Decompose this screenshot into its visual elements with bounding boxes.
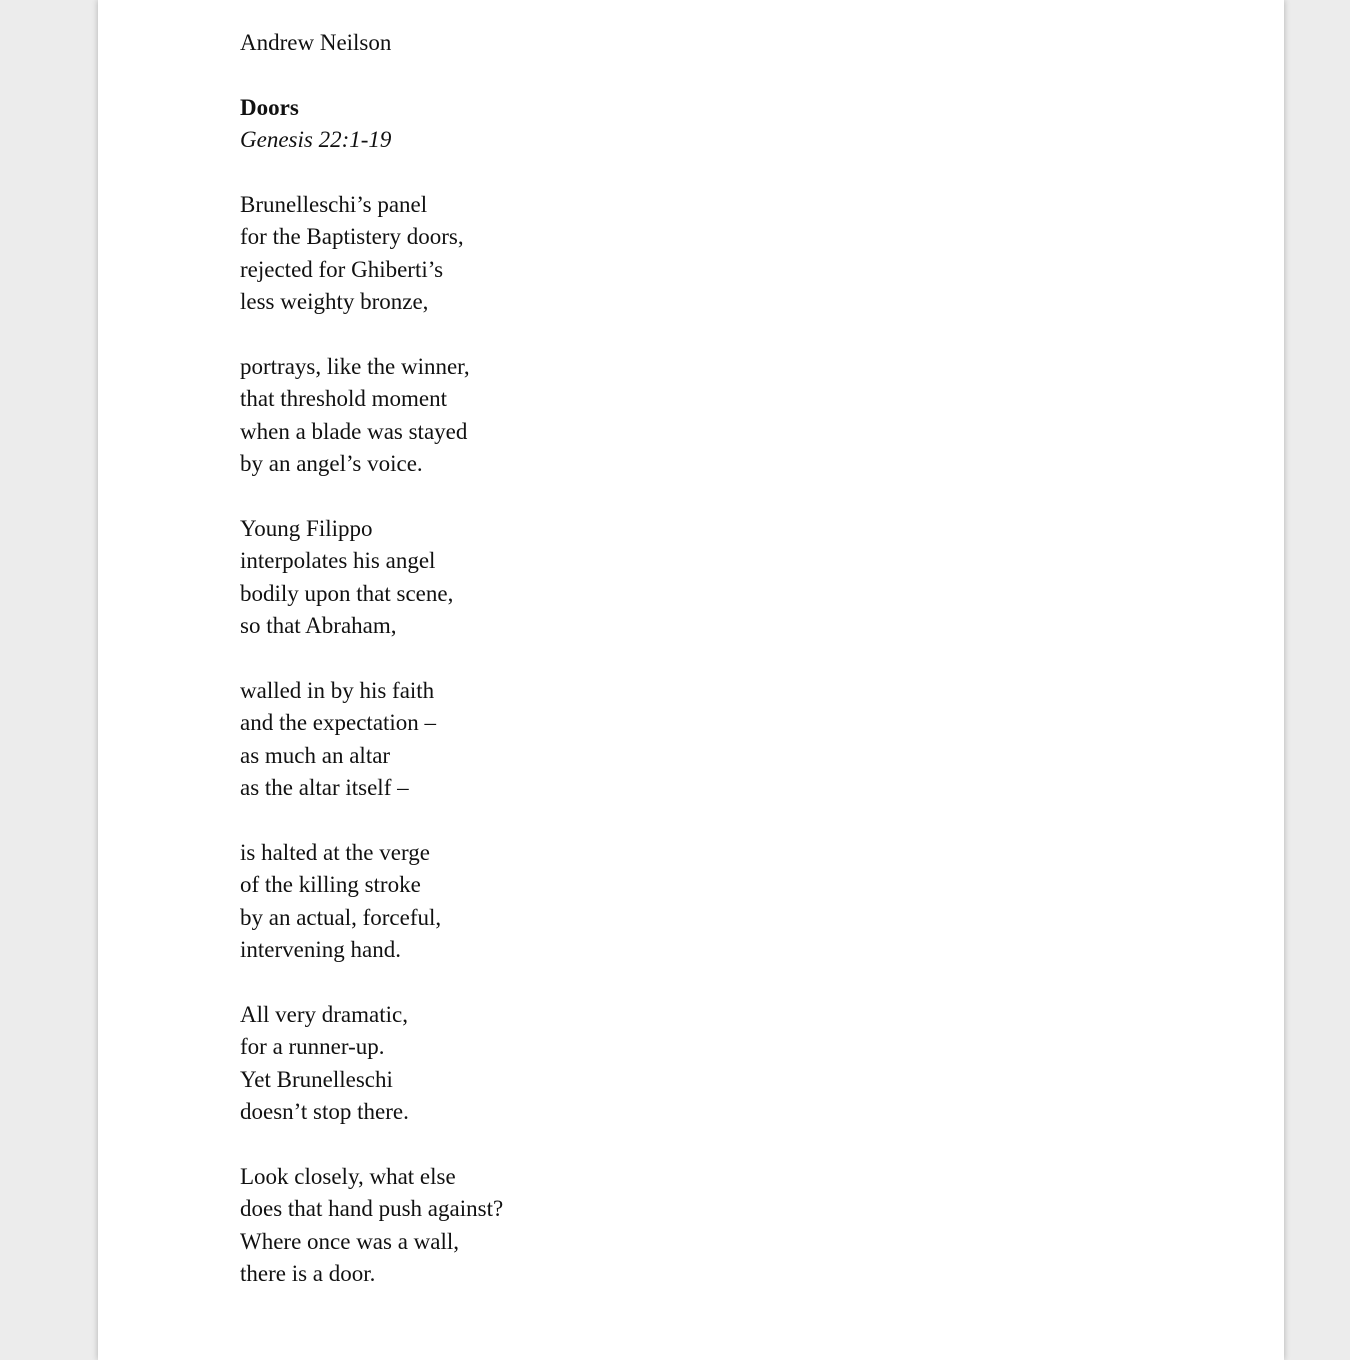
stanza-4 (240, 675, 503, 805)
poem-line: and the expectation – (240, 710, 437, 735)
poem-title: Doors (240, 94, 299, 120)
poem-line: All very dramatic, (240, 1001, 408, 1027)
poem-line: that threshold moment (240, 386, 447, 411)
poem-line: so that Abraham, (240, 613, 397, 638)
poem-subtitle: Genesis 22:1-19 (240, 127, 392, 152)
poem-line: does that hand push against? (240, 1196, 504, 1221)
poem-line: is halted at the verge (240, 839, 430, 865)
poem-line: portrays, like the winner, (240, 353, 470, 379)
author-name: Andrew Neilson (240, 30, 392, 55)
poem-line: rejected for Ghiberti’s (240, 256, 444, 282)
poem-line: of the killing stroke (240, 872, 421, 897)
stanza-7 (240, 1161, 503, 1291)
stanza-2 (240, 351, 503, 481)
poem-line: for a runner-up. (240, 1034, 385, 1059)
poem-line: for the Baptistery doors, (240, 224, 464, 249)
poem-line: by an angel’s voice. (240, 451, 423, 476)
stanza-1 (240, 189, 503, 319)
poem-content (240, 27, 503, 1291)
poem-line: Look closely, what else (240, 1163, 456, 1189)
stanza-5 (240, 837, 503, 967)
poem-line: Where once was a wall, (240, 1228, 460, 1254)
poem-line: doesn’t stop there. (240, 1099, 409, 1124)
poem-line: walled in by his faith (240, 677, 435, 703)
poem-line: by an actual, forceful, (240, 904, 442, 930)
poem-line: intervening hand. (240, 937, 401, 962)
poem-line: Yet Brunelleschi (240, 1066, 393, 1092)
poem-line: less weighty bronze, (240, 289, 429, 314)
poem-line: bodily upon that scene, (240, 580, 454, 606)
poem-line: when a blade was stayed (240, 418, 468, 444)
poem-line: interpolates his angel (240, 548, 436, 573)
poem-line: as much an altar (240, 742, 391, 768)
poem-line: Young Filippo (240, 515, 373, 541)
poem-line: Brunelleschi’s panel (240, 191, 428, 217)
document-page (98, 0, 1284, 1360)
poem-line: as the altar itself – (240, 775, 409, 800)
stanza-6 (240, 999, 503, 1129)
poem-line: there is a door. (240, 1261, 376, 1286)
stanza-3 (240, 513, 503, 643)
